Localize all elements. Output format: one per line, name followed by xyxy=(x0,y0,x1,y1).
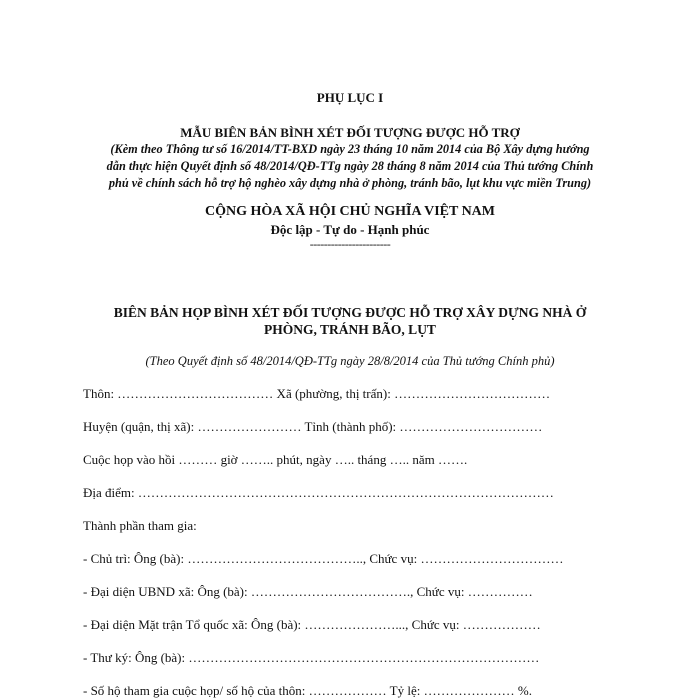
field-chairperson: - Chủ trì: Ông (bà): ………………………………….., Chức vụ: …………………………… xyxy=(83,551,564,566)
circular-note xyxy=(0,141,700,192)
field-location: Địa điểm: …………………………………………………………………………………… xyxy=(83,485,554,500)
field-fatherland-front-rep: - Đại diện Mặt trận Tổ quốc xã: Ông (bà): …………………..., Chức vụ: ……………… xyxy=(83,617,541,632)
minutes-title-line: PHÒNG, TRÁNH BÃO, LỤT xyxy=(264,322,436,337)
field-village-commune: Thôn: ……………………………… Xã (phường, thị trấn): ……………………………… xyxy=(83,386,551,401)
form-title: MẪU BIÊN BẢN BÌNH XÉT ĐỐI TƯỢNG ĐƯỢC HỖ TRỢ xyxy=(180,125,520,140)
circular-note-line: phủ về chính sách hỗ trợ hộ nghèo xây dựng nhà ở phòng, tránh bão, lụt khu vực miền Trung) xyxy=(108,176,592,190)
field-commune-committee-rep: - Đại diện UBND xã: Ông (bà): ………………………………., Chức vụ: …………… xyxy=(83,584,533,599)
participants-heading: Thành phần tham gia: xyxy=(83,518,197,533)
field-meeting-time: Cuộc họp vào hồi ……… giờ …….. phút, ngày ….. tháng ….. năm ……. xyxy=(83,452,468,467)
circular-note-line: (Kèm theo Thông tư số 16/2014/TT-BXD ngày 23 tháng 10 năm 2014 của Bộ Xây dựng hướng xyxy=(110,142,590,156)
field-households-attendance: - Số hộ tham gia cuộc họp/ số hộ của thôn: ……………… Tỷ lệ: ………………… %. xyxy=(83,683,532,698)
motto-separator: ----------------------- xyxy=(309,237,391,251)
appendix-title: PHỤ LỤC I xyxy=(316,90,384,105)
national-motto: Độc lập - Tự do - Hạnh phúc xyxy=(270,222,430,237)
field-district-province: Huyện (quận, thị xã): …………………… Tỉnh (thành phố): …………………………… xyxy=(83,419,543,434)
circular-note-line: dẫn thực hiện Quyết định số 48/2014/QĐ-TTg ngày 28 tháng 8 năm 2014 của Thủ tướng Chính xyxy=(106,159,594,173)
minutes-title-line: BIÊN BẢN HỌP BÌNH XÉT ĐỐI TƯỢNG ĐƯỢC HỖ TRỢ XÂY DỰNG NHÀ Ở xyxy=(113,305,587,320)
minutes-title xyxy=(0,304,700,338)
national-name: CỘNG HÒA XÃ HỘI CHỦ NGHĨA VIỆT NAM xyxy=(204,204,495,219)
legal-basis: (Theo Quyết định số 48/2014/QĐ-TTg ngày 28/8/2014 của Thủ tướng Chính phủ) xyxy=(145,354,555,368)
field-secretary: - Thư ký: Ông (bà): ……………………………………………………………………… xyxy=(83,650,540,665)
